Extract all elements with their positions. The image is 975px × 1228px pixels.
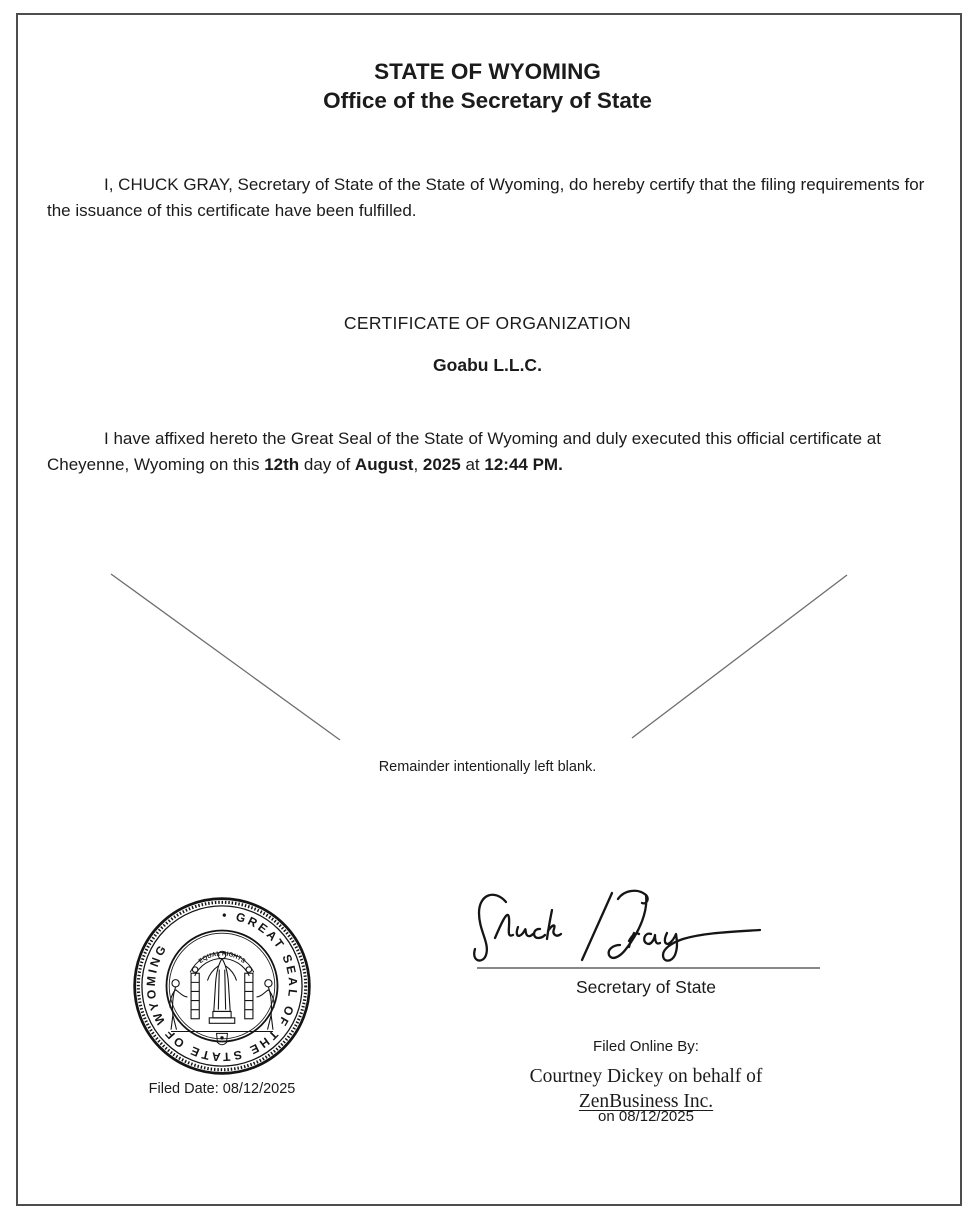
remainder-notice: Remainder intentionally left blank. xyxy=(378,759,597,775)
seal-central-figure xyxy=(207,951,236,1023)
seal-ring-text: • GREAT SEAL OF THE STATE OF WYOMING xyxy=(143,908,301,1065)
signature-chuck-gray xyxy=(468,886,778,970)
filed-on-date: on 08/12/2025 xyxy=(598,1108,694,1125)
seal-banner-text: EQUAL RIGHTS xyxy=(197,950,247,965)
state-title: STATE OF WYOMING xyxy=(374,59,601,84)
intro-paragraph: I, CHUCK GRAY, Secretary of State of the State of Wyoming, do hereby certify that the filing requirements for the issuance of this certificate have been fulfilled. xyxy=(47,175,925,220)
document-header xyxy=(0,57,975,115)
signature-line xyxy=(477,967,820,969)
blank-section-diagonal-lines xyxy=(0,560,975,760)
filed-online-by-label: Filed Online By: xyxy=(593,1038,699,1055)
filed-by-name: Courtney Dickey on behalf of xyxy=(529,1066,763,1087)
execution-paragraph: I have affixed hereto the Great Seal of the State of Wyoming and duly executed this official certificate at Cheyenne, Wyoming on this 12th day of August, 2025 at 12:44 PM. xyxy=(47,429,881,474)
office-title: Office of the Secretary of State xyxy=(323,88,652,113)
seal-side-figures xyxy=(170,980,274,1030)
signer-title: Secretary of State xyxy=(575,977,717,997)
entity-name: Goabu L.L.C. xyxy=(433,355,542,375)
filed-date-label: Filed Date: 08/12/2025 xyxy=(148,1081,296,1097)
filed-by-company: ZenBusiness Inc. xyxy=(578,1091,714,1112)
certificate-type-title: CERTIFICATE OF ORGANIZATION xyxy=(343,313,632,333)
wyoming-great-seal-icon xyxy=(131,895,313,1077)
